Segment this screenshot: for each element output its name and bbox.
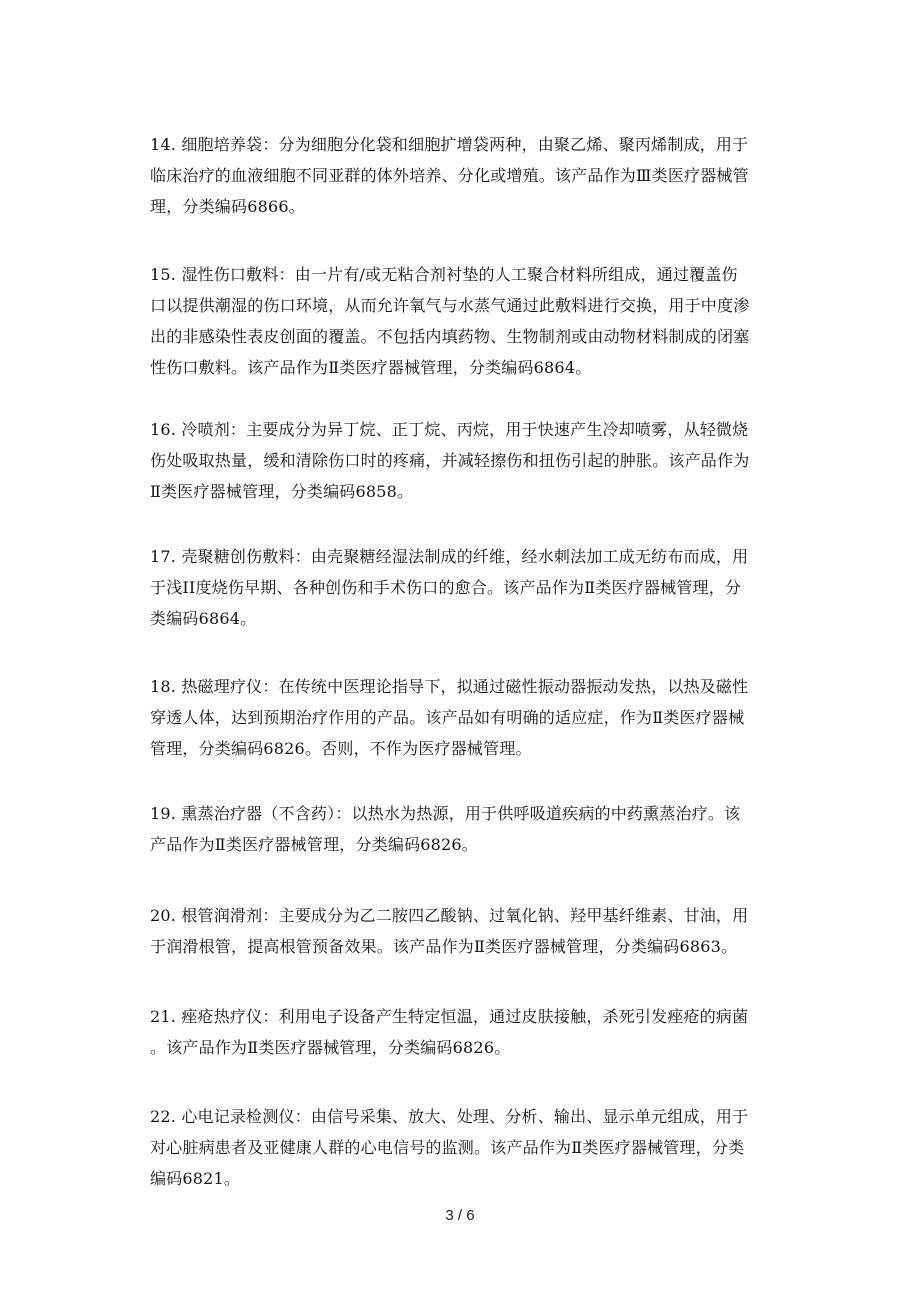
entry-line: 21. 痤疮热疗仪：利用电子设备产生特定恒温，通过皮肤接触，杀死引发痤疮的病菌 xyxy=(150,1007,749,1026)
entry-line: 14. 细胞培养袋：分为细胞分化袋和细胞扩增袋两种，由聚乙烯、聚丙烯制成，用于 xyxy=(150,135,749,154)
entry-line: 口以提供潮湿的伤口环境，从而允许氧气与水蒸气通过此敷料进行交换，用于中度渗 xyxy=(150,296,750,315)
entry-line: 类编码6864。 xyxy=(150,609,257,628)
entry-line: 对心脏病患者及亚健康人群的心电信号的监测。该产品作为Ⅱ类医疗器械管理，分类 xyxy=(150,1138,745,1157)
entry-22 xyxy=(150,1101,790,1194)
entry-14 xyxy=(150,129,790,222)
entry-20 xyxy=(150,900,790,962)
entry-line: 。该产品作为Ⅱ类医疗器械管理，分类编码6826。 xyxy=(150,1038,511,1057)
entry-line: 18. 热磁理疗仪：在传统中医理论指导下，拟通过磁性振动器振动发热，以热及磁性 xyxy=(150,677,749,696)
entry-17 xyxy=(150,541,790,634)
entry-16 xyxy=(150,414,790,507)
entry-line: 15. 湿性伤口敷料：由一片有/或无粘合剂衬垫的人工聚合材料所组成，通过覆盖伤 xyxy=(150,265,738,284)
entry-line: 性伤口敷料。该产品作为Ⅱ类医疗器械管理，分类编码6864。 xyxy=(150,358,592,377)
entry-line: Ⅱ类医疗器械管理，分类编码6858。 xyxy=(150,482,414,501)
entry-19 xyxy=(150,798,790,860)
entry-line: 出的非感染性表皮创面的覆盖。不包括内填药物、生物制剂或由动物材料制成的闭塞 xyxy=(150,327,750,346)
entry-line: 于浅II度烧伤早期、各种创伤和手术伤口的愈合。该产品作为Ⅱ类医疗器械管理，分 xyxy=(150,578,742,597)
entry-line: 伤处吸取热量，缓和清除伤口时的疼痛，并减轻擦伤和扭伤引起的肿胀。该产品作为 xyxy=(150,451,750,470)
entry-line: 20. 根管润滑剂：主要成分为乙二胺四乙酸钠、过氧化钠、羟甲基纤维素、甘油，用 xyxy=(150,906,749,925)
entry-21 xyxy=(150,1001,790,1063)
entry-line: 于润滑根管，提高根管预备效果。该产品作为Ⅱ类医疗器械管理，分类编码6863。 xyxy=(150,937,738,956)
entry-line: 编码6821。 xyxy=(150,1169,241,1188)
entry-line: 产品作为Ⅱ类医疗器械管理，分类编码6826。 xyxy=(150,835,478,854)
entry-15 xyxy=(150,259,790,383)
entry-line: 19. 熏蒸治疗器（不含药）：以热水为热源，用于供呼吸道疾病的中药熏蒸治疗。该 xyxy=(150,804,741,823)
entry-line: 22. 心电记录检测仪：由信号采集、放大、处理、分析、输出、显示单元组成，用于 xyxy=(150,1107,749,1126)
entry-line: 理，分类编码6866。 xyxy=(150,197,305,216)
entry-line: 16. 冷喷剂：主要成分为异丁烷、正丁烷、丙烷，用于快速产生冷却喷雾，从轻微烧 xyxy=(150,420,749,439)
entry-line: 17. 壳聚糖创伤敷料：由壳聚糖经湿法制成的纤维，经水刺法加工成无纺布而成，用 xyxy=(150,547,749,566)
entry-18 xyxy=(150,671,790,764)
entry-line: 临床治疗的血液细胞不同亚群的体外培养、分化或增殖。该产品作为Ⅲ类医疗器械管 xyxy=(150,166,749,185)
page-number: 3 / 6 xyxy=(445,1207,475,1224)
entry-line: 穿透人体，达到预期治疗作用的产品。该产品如有明确的适应症，作为Ⅱ类医疗器械 xyxy=(150,708,745,727)
entry-line: 管理，分类编码6826。否则，不作为医疗器械管理。 xyxy=(150,739,532,758)
